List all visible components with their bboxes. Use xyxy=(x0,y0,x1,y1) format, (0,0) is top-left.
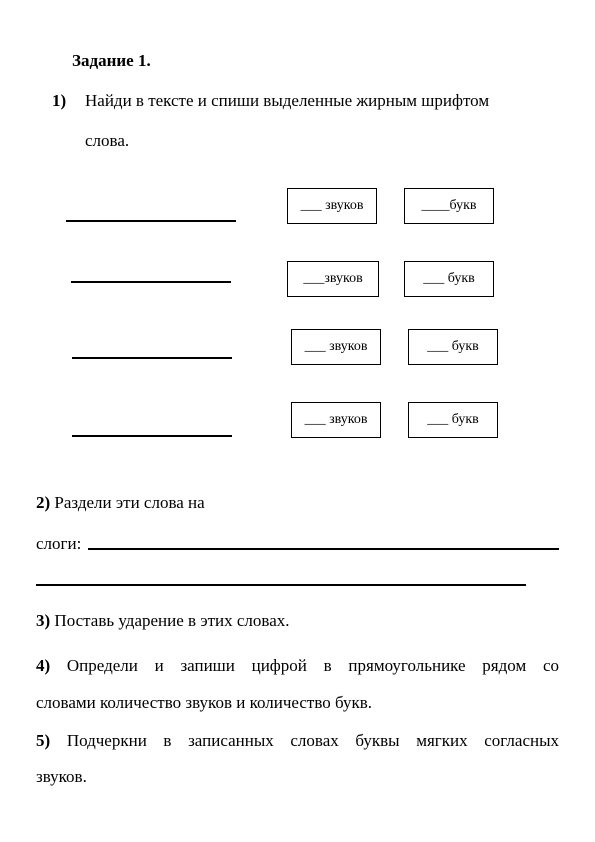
task1-text: Найди в тексте и спиши выделенные жирным шрифтом xyxy=(85,91,490,110)
task5-line2: звуков. xyxy=(36,767,87,786)
sounds-box-1[interactable]: ___ звуков xyxy=(287,188,377,224)
task5-text: Подчеркни в записанных словах буквы мягких согласных xyxy=(66,731,560,750)
task4-text: Определи и запиши цифрой в прямоугольнике рядом со xyxy=(66,656,559,675)
task2-number: 2) xyxy=(36,493,51,512)
task1-text-continued: слова. xyxy=(85,131,130,150)
task4-line2: словами количество звуков и количество букв. xyxy=(36,693,373,712)
answer-line-2[interactable] xyxy=(71,281,231,283)
task-title: Задание 1. xyxy=(72,51,151,70)
answer-line-3[interactable] xyxy=(72,357,232,359)
task3-number: 3) xyxy=(36,611,51,630)
answer-line-1[interactable] xyxy=(66,220,236,222)
letters-box-2[interactable]: ___ букв xyxy=(404,261,494,297)
task2-line1 xyxy=(36,493,205,513)
task1-number: 1) xyxy=(52,91,67,110)
task3 xyxy=(36,611,290,631)
task3-text: Поставь ударение в этих словах. xyxy=(54,611,290,630)
task2-cont: слоги: xyxy=(36,534,82,553)
answer-line-4[interactable] xyxy=(72,435,232,437)
letters-box-3[interactable]: ___ букв xyxy=(408,329,498,365)
task2-text: Раздели эти слова на xyxy=(54,493,205,512)
sounds-box-4[interactable]: ___ звуков xyxy=(291,402,381,438)
syllables-line-2[interactable] xyxy=(36,584,526,586)
task5-line1 xyxy=(36,731,559,751)
task5-number: 5) xyxy=(36,731,51,750)
sounds-box-2[interactable]: ___звуков xyxy=(287,261,379,297)
task4-line1 xyxy=(36,656,559,676)
letters-box-4[interactable]: ___ букв xyxy=(408,402,498,438)
letters-box-1[interactable]: ____букв xyxy=(404,188,494,224)
task4-number: 4) xyxy=(36,656,51,675)
sounds-box-3[interactable]: ___ звуков xyxy=(291,329,381,365)
syllables-line-1[interactable] xyxy=(88,548,559,550)
